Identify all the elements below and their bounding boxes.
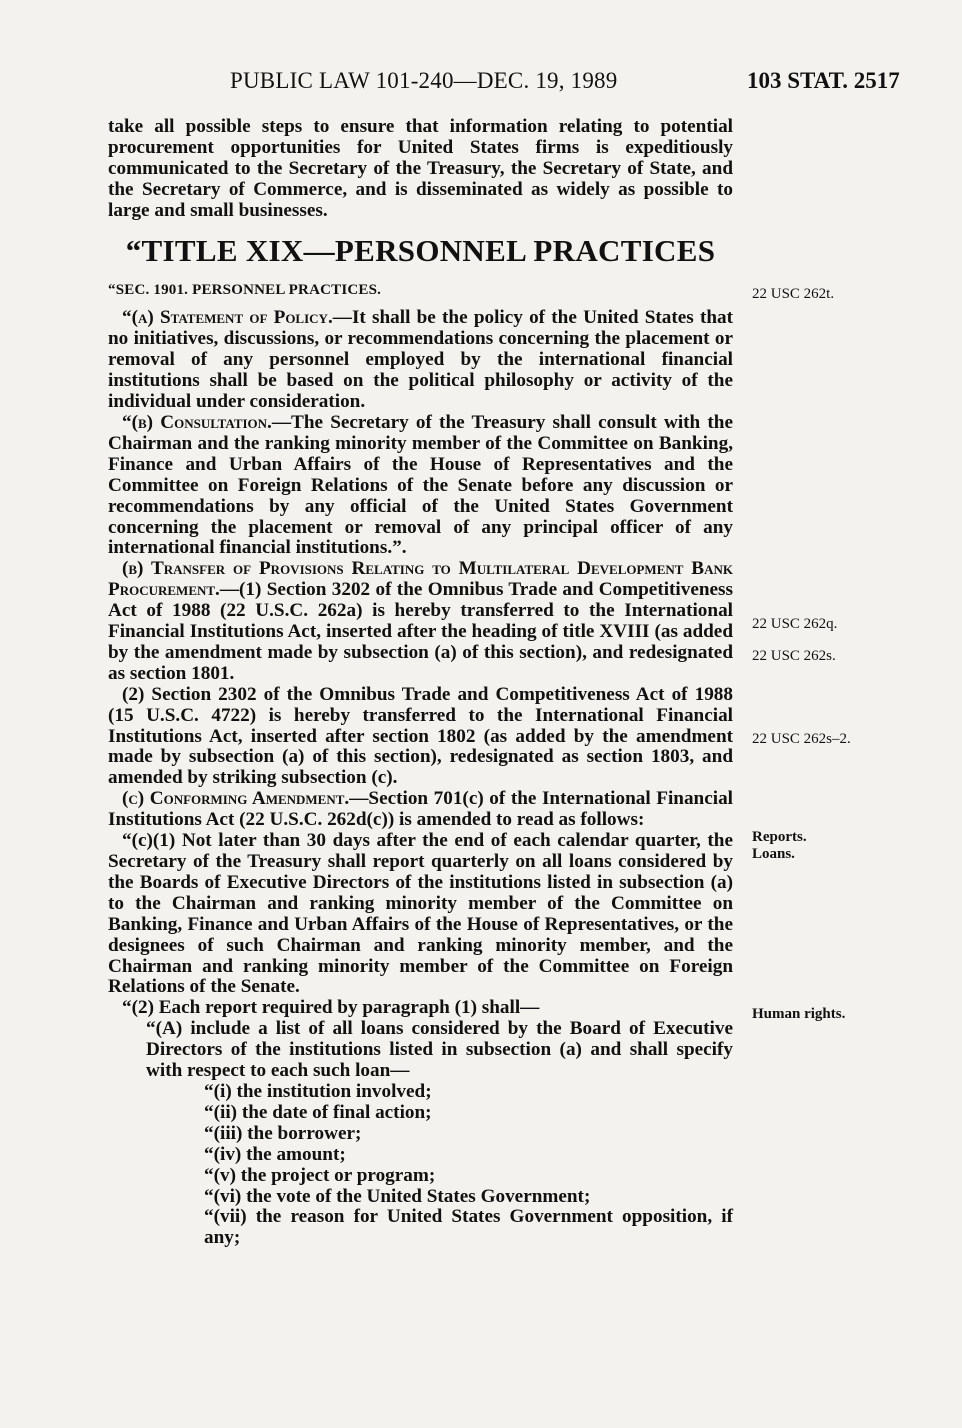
running-header-title: PUBLIC LAW 101-240—DEC. 19, 1989 (230, 68, 618, 93)
transfer-text: —(1) Section 3202 of the Omnibus Trade and Competitiveness Act of 1988 (22 U.S.C. 262a) is hereby transferred to the International Financial Institutions Act, inserted after the heading of title XVIII (as added by the amendment made by subsection (a) of this section), and redesignated as section 1801. (108, 579, 733, 684)
body-text-column (108, 117, 733, 1249)
list-item: “(vii) the reason for United States Government opposition, if any; (204, 1206, 733, 1249)
list-item: “(i) the institution involved; (204, 1080, 432, 1102)
transfer-paragraph (108, 559, 733, 684)
subsection-b-text: —The Secretary of the Treasury shall consult with the Chairman and the ranking minority member of the Committee on Banking, Finance and Urban Affairs of the House of Representatives and the Committee on Foreign Relations of the Senate before any discussion or recommendations by any official of the United States Government concerning the placement or removal of any principal officer of any international financial institutions.”. (108, 411, 733, 559)
list-item: “(ii) the date of final action; (204, 1101, 432, 1123)
list-item: “(iii) the borrower; (204, 1122, 362, 1144)
page-citation: 103 STAT. 2517 (747, 68, 900, 93)
margin-note-usc-262s-2: 22 USC 262s–2. (752, 731, 851, 747)
intro-paragraph: take all possible steps to ensure that information relating to potential procurement opportunities for United States firms is expeditiously communicated to the Secretary of the Treasury, the Secretary of State, and the Secretary of Commerce, and is disseminated as widely as possible to large and small businesses. (108, 116, 733, 221)
subsection-a-label: “(a) Statement of Policy. (122, 307, 333, 329)
title-heading: “TITLE XIX—PERSONNEL PRACTICES (125, 232, 716, 268)
transfer-label: (b) Transfer of Provisions Relating to Multilateral Development Bank Procurement. (108, 558, 733, 601)
subsection-a (108, 308, 733, 413)
conforming-text: —Section 701(c) of the International Financial Institutions Act (22 U.S.C. 262d(c)) is amended to read as follows: (108, 788, 733, 831)
paragraph-c2: “(2) Each report required by paragraph (1) shall— (122, 997, 540, 1019)
margin-note-usc-262t: 22 USC 262t. (752, 286, 835, 302)
margin-note-usc-262s: 22 USC 262s. (752, 648, 836, 664)
paragraph-cA: “(A) include a list of all loans considered by the Board of Executive Directors of the institutions listed in subsection (a) and shall specify with respect to each such loan— (146, 1018, 733, 1082)
list-item: “(iv) the amount; (204, 1143, 346, 1165)
margin-note-loans: Loans. (752, 846, 795, 862)
margin-note-human-rights: Human rights. (752, 1006, 846, 1022)
transfer-paragraph-2: (2) Section 2302 of the Omnibus Trade and Competitiveness Act of 1988 (15 U.S.C. 4722) is hereby transferred to the International Financial Institutions Act, inserted after section 1802 (as added by the amendment made by subsection (a) of this section), redesignated as section 1803, and amended by striking subsection (c). (108, 683, 733, 789)
subsection-b-label: “(b) Consultation. (122, 411, 272, 433)
margin-note-usc-262q: 22 USC 262q. (752, 616, 838, 632)
section-heading: “SEC. 1901. PERSONNEL PRACTICES. (108, 281, 382, 298)
margin-note-reports: Reports. (752, 829, 807, 845)
list-item: “(vi) the vote of the United States Government; (204, 1185, 591, 1207)
list-item: “(v) the project or program; (204, 1164, 436, 1186)
subsection-b (108, 413, 733, 559)
subsection-a-text: —It shall be the policy of the United States that no initiatives, discussions, or recommendations concerning the placement or removal of any personnel employed by the international financial institutions shall be based on the political philosophy or activity of the individual under consideration. (108, 307, 734, 413)
conforming-paragraph (108, 789, 733, 831)
conforming-label: (c) Conforming Amendment. (122, 788, 350, 810)
paragraph-c1: “(c)(1) Not later than 30 days after the end of each calendar quarter, the Secretary of the Treasury shall report quarterly on all loans considered by the Boards of Executive Directors of the institutions listed in subsection (a) to the Chairman and ranking minority member of the Committee on Banking, Finance and Urban Affairs of the House of Representatives, or the designees of such Chairman and ranking minority member, and the Chairman and ranking minority member of the Committee on Foreign Relations of the Senate. (108, 830, 733, 998)
